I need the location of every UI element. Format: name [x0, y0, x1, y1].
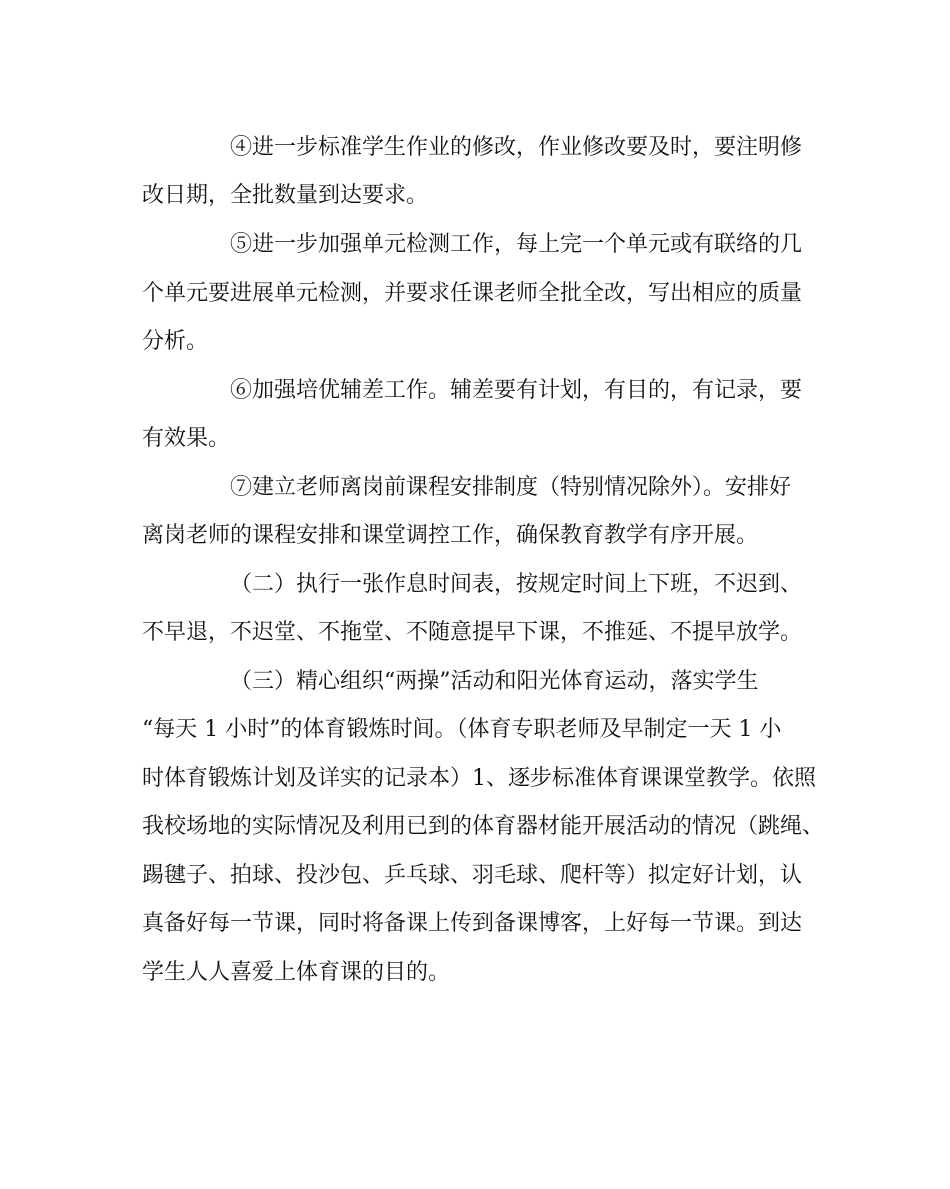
- paragraph-5-line-1: ⑤进一步加强单元检测工作，每上完一个单元或有联络的几: [230, 232, 803, 257]
- section-3-line-1: （三）精心组织“两操”活动和阳光体育运动，落实学生: [230, 669, 759, 694]
- paragraph-4-line-1: ④进一步标准学生作业的修改，作业修改要及时，要注明修: [230, 135, 803, 160]
- section-3-line-4: 我校场地的实际情况及利用已到的体育器材能开展活动的情况（跳绳、: [142, 814, 825, 839]
- section-3-line-6: 真备好每一节课，同时将备课上传到备课博客，上好每一节课。到达: [142, 911, 803, 936]
- section-3-line-3: 时体育锻炼计划及详实的记录本）1、逐步标准体育课课堂教学。依照: [142, 766, 816, 791]
- paragraph-5-line-3: 分析。: [142, 329, 209, 354]
- paragraph-6-line-1: ⑥加强培优辅差工作。辅差要有计划，有目的，有记录，要: [230, 378, 803, 403]
- paragraph-7-line-2: 离岗老师的课程安排和课堂调控工作，确保教育教学有序开展。: [142, 523, 759, 548]
- paragraph-5-line-2: 个单元要进展单元检测，并要求任课老师全批全改，写出相应的质量: [142, 281, 803, 306]
- section-3-line-2: “每天 1 小时”的体育锻炼时间。（体育专职老师及早制定一天 1 小: [142, 717, 782, 742]
- section-2-line-2: 不早退，不迟堂、不拖堂、不随意提早下课，不推延、不提早放学。: [142, 620, 803, 645]
- paragraph-4-line-2: 改日期，全批数量到达要求。: [142, 183, 429, 208]
- paragraph-7-line-1: ⑦建立老师离岗前课程安排制度（特别情况除外）。安排好: [230, 475, 792, 500]
- section-2-line-1: （二）执行一张作息时间表，按规定时间上下班，不迟到、: [230, 572, 803, 597]
- section-3-line-7: 学生人人喜爱上体育课的目的。: [142, 960, 451, 985]
- paragraph-6-line-2: 有效果。: [142, 426, 231, 451]
- section-3-line-5: 踢毽子、拍球、投沙包、乒乓球、羽毛球、爬杆等）拟定好计划，认: [142, 863, 803, 888]
